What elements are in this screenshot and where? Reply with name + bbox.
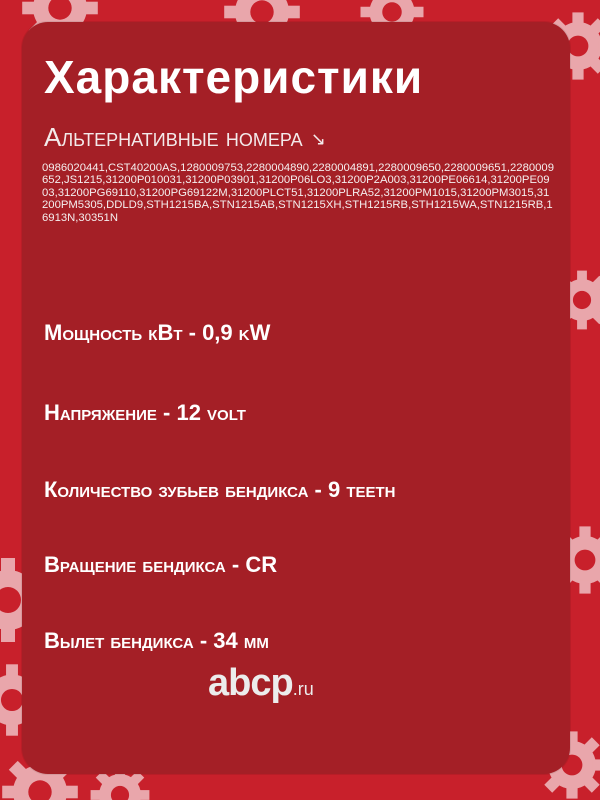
spec-label: Вылет бендикса	[44, 628, 194, 653]
arrow-down-right-icon: ↘	[310, 128, 326, 149]
spec-power	[44, 320, 270, 346]
spec-value: 12 volt	[176, 400, 246, 425]
spec-label: Мощность кВт	[44, 320, 183, 345]
alt-numbers-heading	[44, 122, 326, 153]
logo-domain: .ru	[292, 679, 314, 699]
logo-main: abcp	[208, 662, 293, 704]
spec-value: 34 мм	[213, 628, 269, 653]
characteristics-card	[22, 22, 570, 774]
spec-value: CR	[245, 552, 278, 577]
abcp-watermark-logo	[208, 662, 314, 705]
spec-overhang	[44, 628, 269, 654]
spec-teeth	[44, 477, 396, 503]
spec-label: Вращение бендикса	[44, 552, 226, 577]
alt-numbers-list: 0986020441,CST40200AS,1280009753,2280004890,2280004891,2280009650,2280009651,2280009652,JS1215,31200P010031,31200P03901,31200P06LO3,31200P2A003,31200PE06614,31200PE0903,31200PG69110,31200PG69122M,31200PLCT51,31200PLRA52,31200PM1015,31200PM3015,31200PM5305,DDLD9,STH1215BA,STN1215AB,STN1215XH,STH1215RB,STH1215WA,STN1215RB,16913N,30351N	[42, 162, 554, 224]
spec-value: 0,9 kW	[202, 320, 271, 345]
spec-voltage	[44, 400, 246, 426]
spec-value: 9 teeth	[328, 477, 396, 502]
spec-separator: -	[193, 628, 214, 653]
spec-label: Количество зубьев бендикса	[44, 477, 309, 502]
page-title: Характеристики	[44, 51, 424, 103]
spec-rotation	[44, 552, 277, 578]
alt-numbers-label: Альтернативные номера	[44, 122, 303, 152]
spec-separator: -	[225, 552, 246, 577]
spec-separator: -	[308, 477, 328, 502]
spec-label: Напряжение	[44, 400, 157, 425]
spec-separator: -	[182, 320, 203, 345]
spec-separator: -	[156, 400, 177, 425]
